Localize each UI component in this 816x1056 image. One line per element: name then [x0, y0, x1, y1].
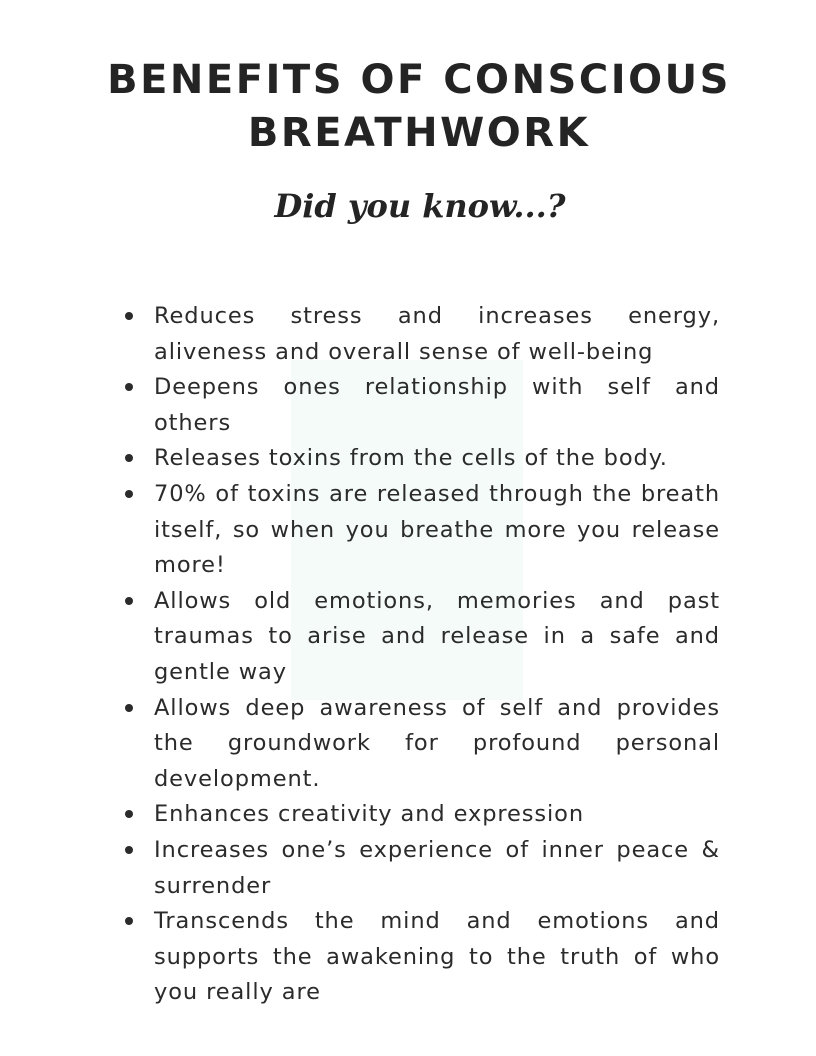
- benefit-text: Increases one’s experience of inner peace & surrender: [154, 836, 720, 899]
- benefit-text: Enhances creativity and expression: [154, 801, 585, 828]
- bullet-icon: [125, 597, 133, 605]
- subtitle: Did you know...?: [274, 187, 566, 225]
- title-line-1: BENEFITS OF CONSCIOUS: [107, 57, 731, 103]
- bullet-icon: [125, 312, 133, 320]
- benefit-item: [154, 797, 720, 833]
- benefit-text: Allows deep awareness of self and provides the groundwork for profound personal development.: [154, 694, 720, 792]
- benefit-item: [154, 904, 720, 1011]
- benefit-text: Allows old emotions, memories and past traumas to arise and release in a safe and gentle way: [154, 587, 720, 685]
- page-title: [0, 54, 816, 160]
- title-line-2: BREATHWORK: [247, 110, 591, 156]
- bullet-icon: [125, 810, 133, 818]
- benefit-item: [154, 833, 720, 904]
- bullet-icon: [125, 383, 133, 391]
- benefit-item: [154, 691, 720, 798]
- benefit-item: [154, 441, 720, 477]
- bullet-icon: [125, 454, 133, 462]
- benefit-item: [154, 370, 720, 441]
- bullet-icon: [125, 917, 133, 925]
- benefit-text: 70% of toxins are released through the breath itself, so when you breathe more you release more!: [154, 480, 720, 579]
- benefits-list: [154, 299, 720, 1011]
- bullet-icon: [125, 846, 133, 854]
- benefit-text: Reduces stress and increases energy, aliveness and overall sense of well-being: [154, 303, 720, 365]
- benefit-item: [154, 299, 720, 370]
- benefit-text: Deepens ones relationship with self and others: [154, 374, 720, 436]
- benefit-item: [154, 584, 720, 691]
- benefit-text: Releases toxins from the cells of the body.: [154, 445, 668, 472]
- benefit-item: [154, 477, 720, 584]
- bullet-icon: [125, 490, 133, 498]
- bullet-icon: [125, 704, 133, 712]
- benefit-text: Transcends the mind and emotions and supports the awakening to the truth of who you really are: [154, 908, 720, 1006]
